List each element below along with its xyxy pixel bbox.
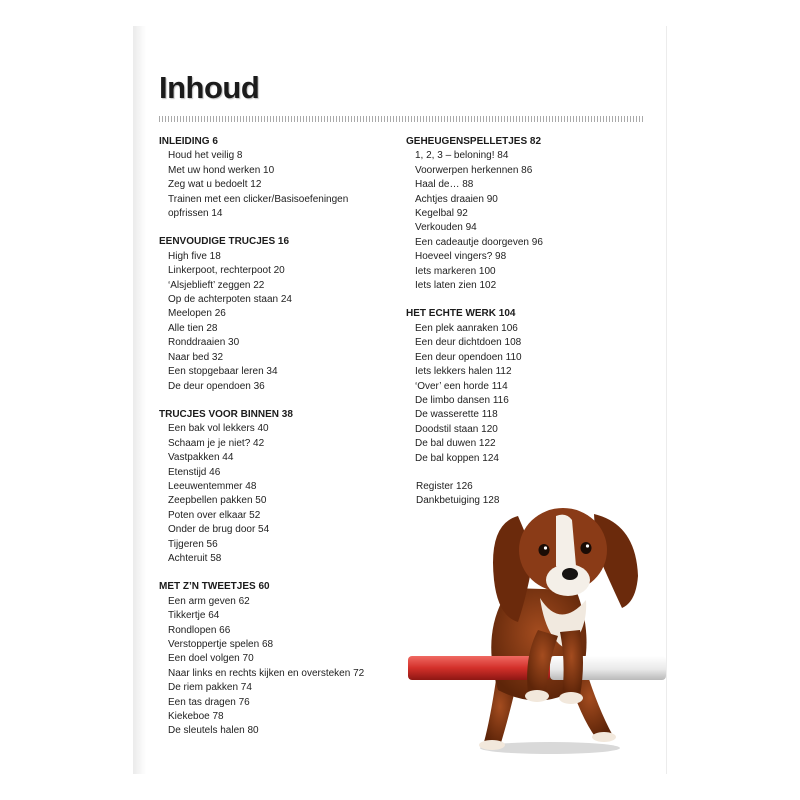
toc-entry: High five 18 [168,250,221,262]
toc-entry: Een doel volgen 70 [168,653,254,665]
toc-section [406,135,543,293]
toc-entry: De wasserette 118 [415,409,498,421]
toc-section [406,307,543,465]
toc-entry: Iets markeren 100 [415,265,496,277]
toc-entry-acknowledgements: Dankbetuiging 128 [416,495,500,507]
toc-entry: Onder de brug door 54 [168,524,270,536]
toc-section-heading: EENVOUDIGE TRUCJES 16 [159,236,290,248]
toc-section-heading: GEHEUGENSPELLETJES 82 [406,136,542,147]
toc-entry: Een deur opendoen 110 [415,351,522,363]
toc-entry: Kiekeboe 78 [168,711,224,723]
toc-entry: Houd het veilig 8 [168,150,243,162]
dog-paw [559,692,583,704]
toc-entry: Alle tien 28 [168,322,218,334]
dog-paw [479,740,505,750]
toc-entry: De bal duwen 122 [415,438,496,450]
dog-paw [525,690,549,702]
toc-entry: De deur opendoen 36 [168,380,265,392]
toc-entry: Zeg wat u bedoelt 12 [168,179,262,191]
toc-entry: Een stopgebaar leren 34 [168,366,278,378]
toc-entry: Verstoppertje spelen 68 [168,639,274,650]
toc-entry: Met uw hond werken 10 [168,164,275,176]
toc-entry-register: Register 126 [416,480,473,492]
page-gutter-shadow [134,26,146,774]
toc-entry: De sleutels halen 80 [168,725,259,737]
toc-entry: Poten over elkaar 52 [168,509,261,521]
toc-section [159,580,364,738]
toc-section-heading: INLEIDING 6 [159,136,218,147]
toc-entry: Iets lekkers halen 112 [415,366,512,378]
toc-entry: Iets laten zien 102 [415,280,497,292]
toc-entry: Trainen met een clicker/Basisoefeningen [168,193,349,205]
toc-entry: De riem pakken 74 [168,682,252,694]
toc-section [159,408,364,566]
toc-entry: Schaam je je niet? 42 [168,437,265,449]
toc-entry: Linkerpoot, rechterpoot 20 [168,265,285,277]
toc-section-heading: HET ECHTE WERK 104 [406,308,516,320]
page-title: Inhoud [159,70,260,105]
toc-section [159,235,364,393]
toc-entry: De bal koppen 124 [415,452,499,464]
dog-eye [581,542,592,554]
toc-section [159,135,364,221]
toc-entry: Ronddraaien 30 [168,337,240,349]
toc-column-right [406,135,543,509]
toc-entry: Op de achterpoten staan 24 [168,294,292,306]
toc-entry: Leeuwentemmer 48 [168,480,257,492]
toc-entry: Etenstijd 46 [168,466,221,478]
dog-paw [592,732,616,742]
toc-section-heading: MET Z’N TWEETJES 60 [159,581,270,593]
toc-entry: Haal de… 88 [415,179,474,191]
toc-entry: Achteruit 58 [168,552,222,564]
toc-entry: Een arm geven 62 [168,595,250,607]
toc-entry: ‘Over’ een horde 114 [415,380,508,392]
toc-entry: Achtjes draaien 90 [415,193,498,205]
toc-entry: 1, 2, 3 – beloning! 84 [415,150,509,162]
toc-entry: Kegelbal 92 [415,208,468,220]
toc-entry: Naar links en rechts kijken en oversteken 72 [168,667,365,679]
toc-column-left [159,135,364,753]
toc-entry: Voorwerpen herkennen 86 [415,164,533,176]
toc-entry: Naar bed 32 [168,351,224,363]
toc-entry: Meelopen 26 [168,308,226,320]
toc-entry: Hoeveel vingers? 98 [415,251,507,263]
toc-entry: Zeepbellen pakken 50 [168,495,267,507]
toc-entry: Tikkertje 64 [168,610,220,622]
toc-entry: Een deur dichtdoen 108 [415,337,522,349]
toc-entry: Doodstil staan 120 [415,423,498,435]
toc-entry-continued: opfrissen 14 [168,208,223,220]
dotted-rule [159,116,645,122]
toc-entry: Een cadeautje doorgeven 96 [415,236,543,248]
dog-nose [562,568,578,580]
toc-entry: Een bak vol lekkers 40 [168,423,269,435]
toc-entry: Verkouden 94 [415,222,477,234]
toc-section-heading: TRUCJES VOOR BINNEN 38 [159,408,293,420]
toc-entry: Rondlopen 66 [168,624,231,636]
toc-entry: ‘Alsjeblieft’ zeggen 22 [168,279,265,291]
toc-entry: Tijgeren 56 [168,538,218,550]
toc-entry: Een plek aanraken 106 [415,322,518,334]
dog-eye [539,544,550,556]
dog-hurdle-photo [400,480,666,760]
toc-entry: Een tas dragen 76 [168,696,250,708]
toc-entry: Vastpakken 44 [168,452,234,464]
toc-entry: De limbo dansen 116 [415,394,509,406]
